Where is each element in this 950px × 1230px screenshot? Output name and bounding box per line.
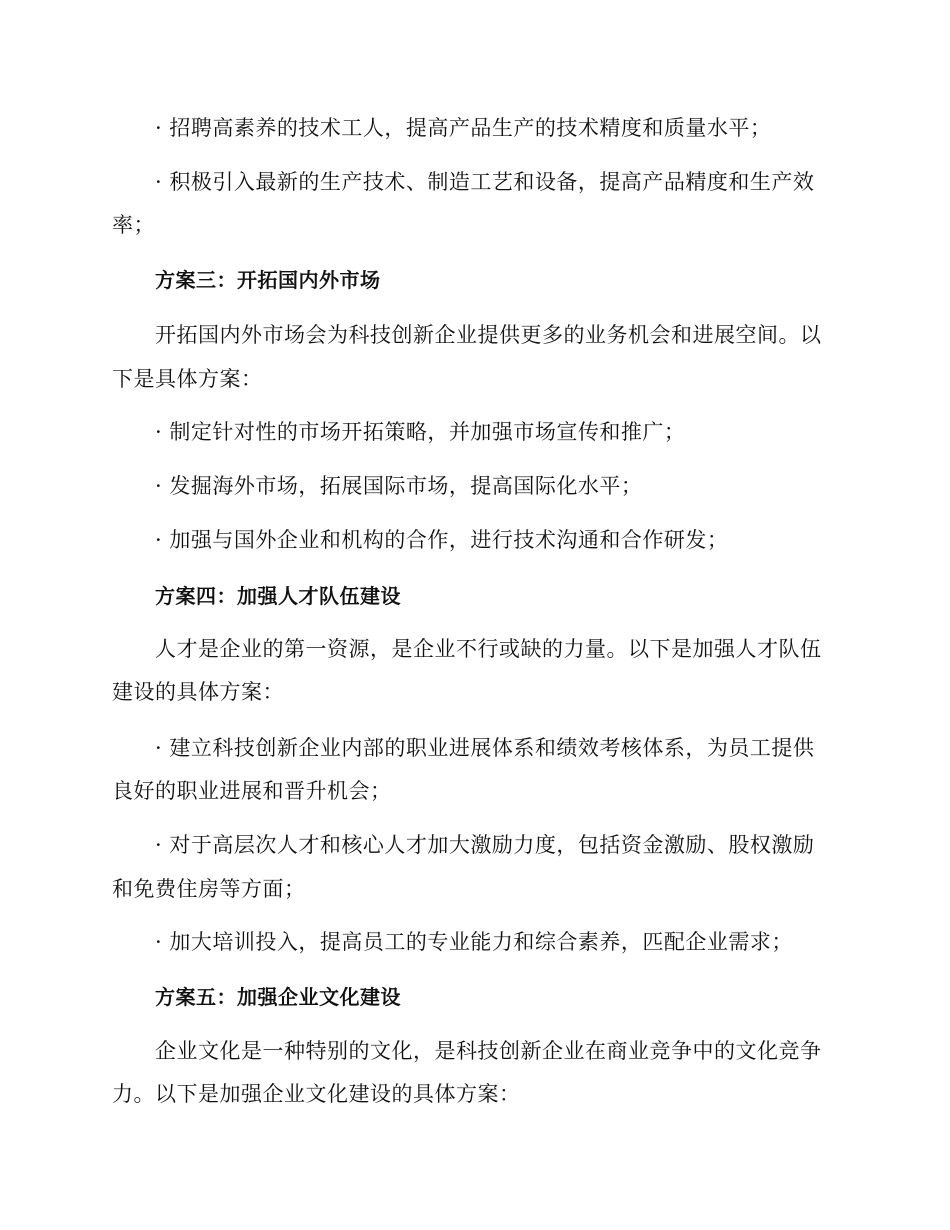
paragraph-culture-intro: 企业文化是一种特别的文化，是科技创新企业在商业竞争中的文化竞争 xyxy=(155,1039,822,1063)
bullet-introduce-technology: · 积极引入最新的生产技术、制造工艺和设备，提高产品精度和生产效 xyxy=(155,170,815,194)
heading-plan-five: 方案五：加强企业文化建设 xyxy=(155,985,401,1009)
bullet-career-system-cont: 良好的职业进展和晋升机会； xyxy=(112,779,392,803)
bullet-recruit-technicians: · 招聘高素养的技术工人，提高产品生产的技术精度和质量水平； xyxy=(155,116,772,140)
bullet-training: · 加大培训投入，提高员工的专业能力和综合素养，匹配企业需求； xyxy=(155,930,793,954)
bullet-overseas-market: · 发掘海外市场，拓展国际市场，提高国际化水平； xyxy=(155,474,643,498)
bullet-introduce-technology-cont: 率； xyxy=(112,213,155,237)
heading-plan-four: 方案四：加强人才队伍建设 xyxy=(155,584,401,608)
bullet-incentives: · 对于高层次人才和核心人才加大激励力度，包括资金激励、股权激励 xyxy=(155,833,815,857)
paragraph-market-intro: 开拓国内外市场会为科技创新企业提供更多的业务机会和进展空间。以 xyxy=(155,323,822,347)
paragraph-culture-intro-cont: 力。以下是加强企业文化建设的具体方案： xyxy=(112,1082,521,1106)
paragraph-talent-intro: 人才是企业的第一资源，是企业不行或缺的力量。以下是加强人才队伍 xyxy=(155,637,822,661)
bullet-market-strategy: · 制定针对性的市场开拓策略，并加强市场宣传和推广； xyxy=(155,420,686,444)
heading-plan-three: 方案三：开拓国内外市场 xyxy=(155,268,381,292)
paragraph-talent-intro-cont: 建设的具体方案： xyxy=(112,680,284,704)
bullet-incentives-cont: 和免费住房等方面； xyxy=(112,877,306,901)
bullet-career-system: · 建立科技创新企业内部的职业进展体系和绩效考核体系，为员工提供 xyxy=(155,736,815,760)
bullet-foreign-cooperation: · 加强与国外企业和机构的合作，进行技术沟通和合作研发； xyxy=(155,528,729,552)
paragraph-market-intro-cont: 下是具体方案： xyxy=(112,367,263,391)
